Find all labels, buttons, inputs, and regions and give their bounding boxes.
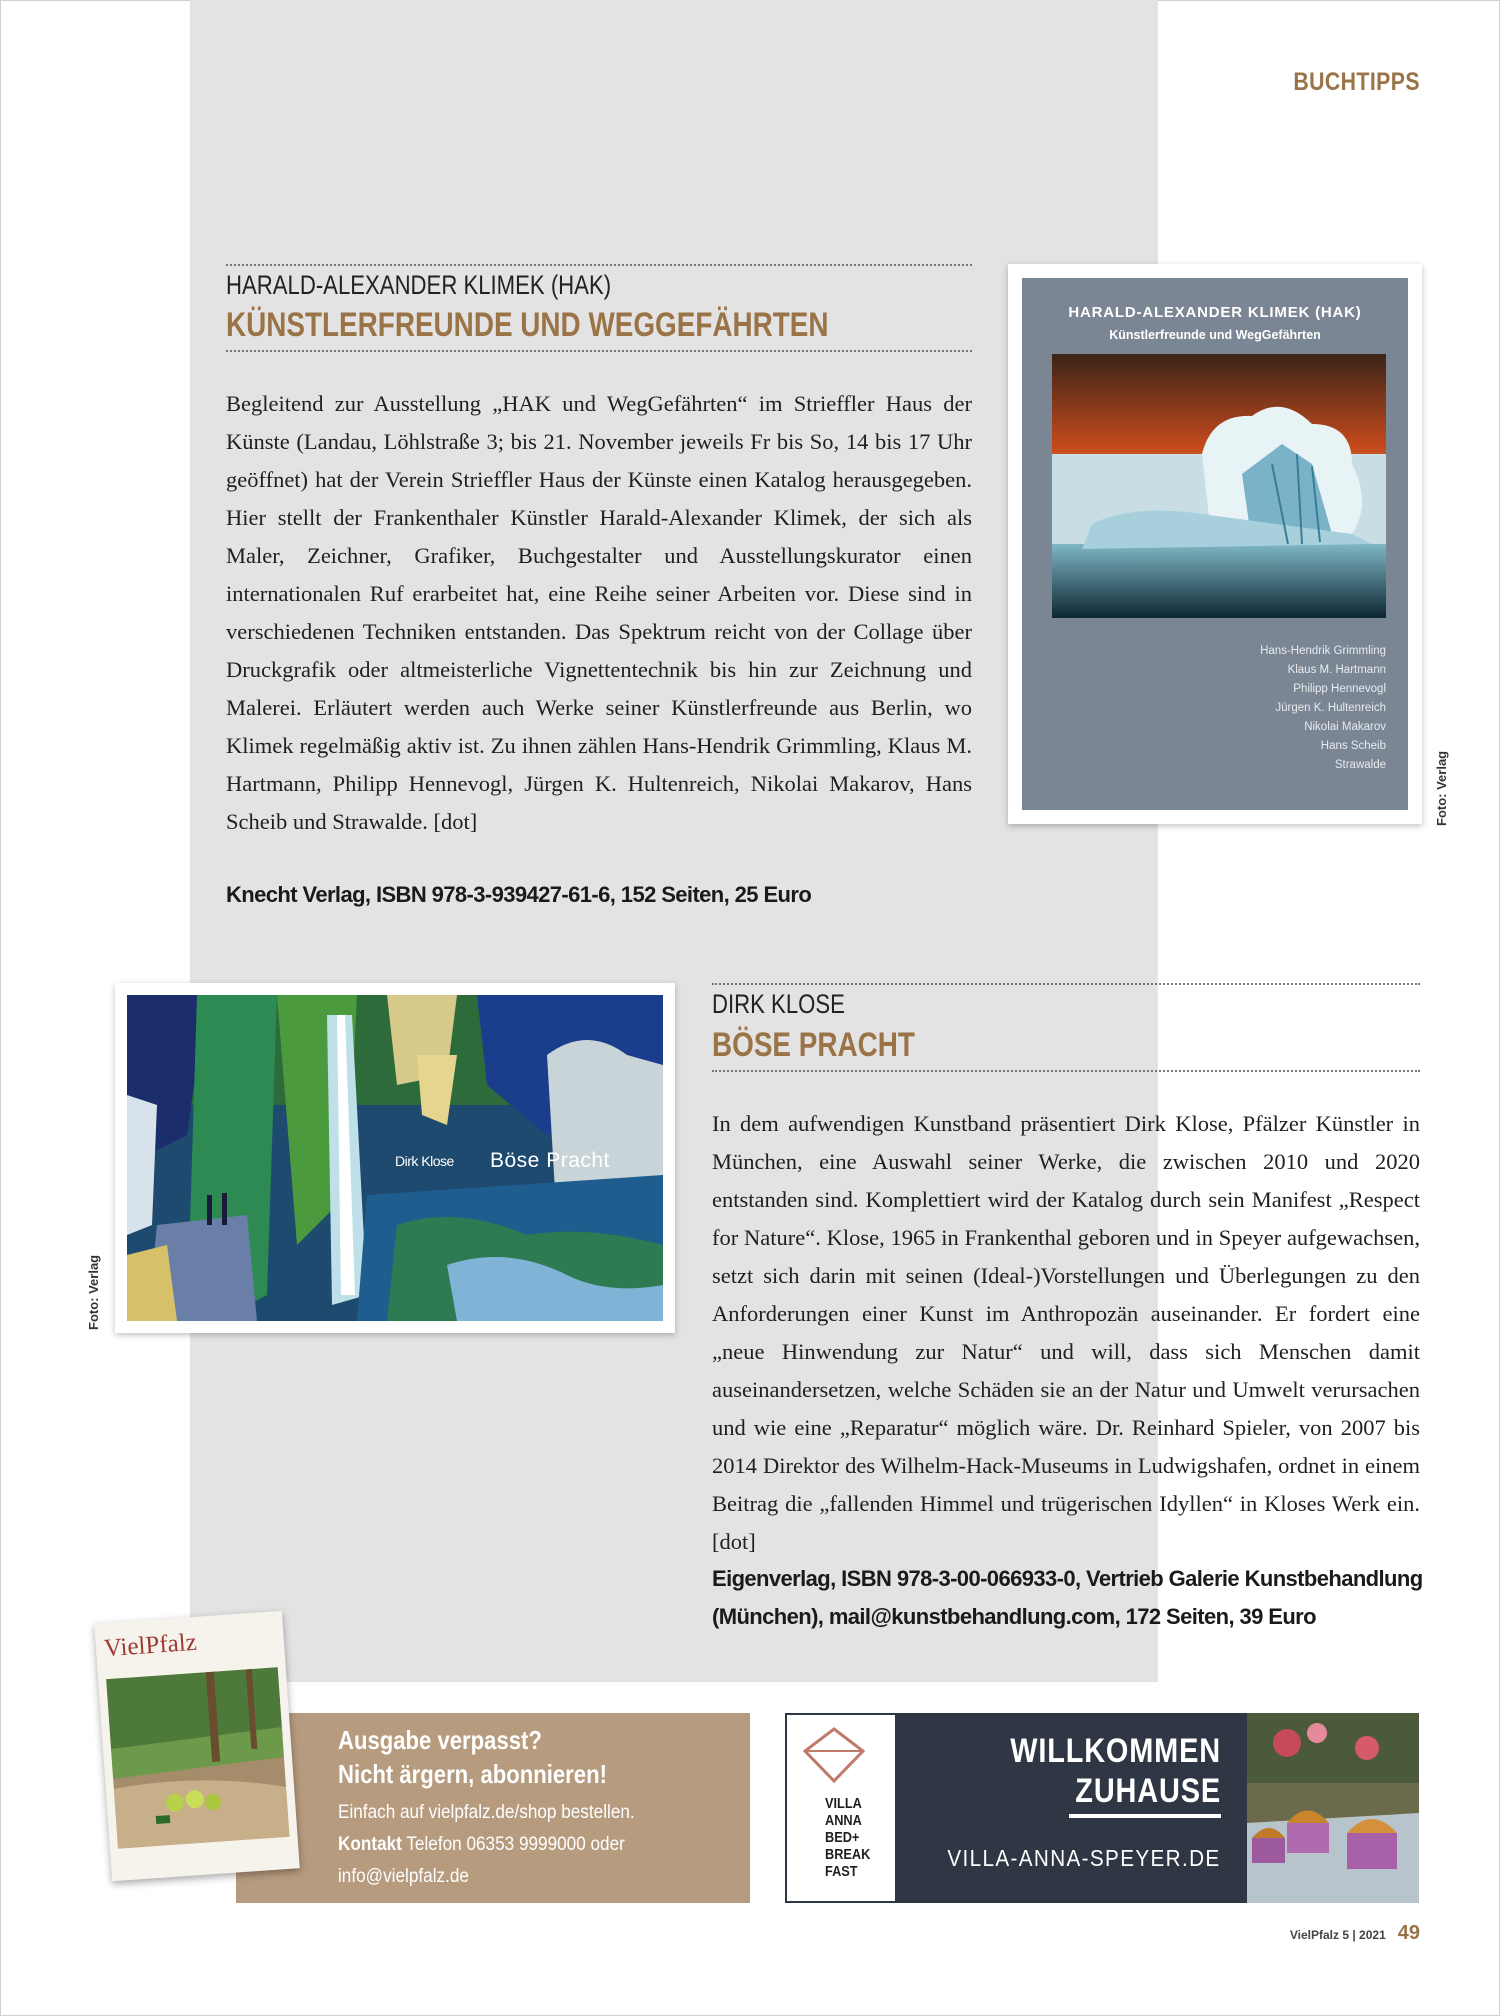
article1-author: HARALD-ALEXANDER KLIMEK (HAK): [226, 270, 612, 300]
cover2-title: Böse Pracht: [490, 1149, 610, 1172]
villa-anna-logo-text: VILLA ANNA BED+ BREAK FAST: [825, 1795, 871, 1880]
photo-credit-1: Foto: Verlag: [1434, 750, 1449, 826]
article2-author: DIRK KLOSE: [712, 989, 845, 1019]
book-cover-klimek: [1008, 264, 1422, 824]
iceberg-painting: [1052, 354, 1386, 618]
book-cover-klose: [115, 983, 675, 1333]
article1-bibliography: Knecht Verlag, ISBN 978-3-939427-61-6, 152 Seiten, 25 Euro: [226, 882, 812, 907]
cover2-author: Dirk Klose: [395, 1153, 454, 1169]
subscribe-email-link[interactable]: info@vielpfalz.de: [338, 1865, 469, 1887]
magazine-logo: VielPfalz: [103, 1628, 198, 1663]
article2-bibliography: Eigenverlag, ISBN 978-3-00-066933-0, Vertrieb Galerie Kunstbehandlung (München), mail@kunstbehandlung.com, 172 Seiten, 39 Euro: [712, 1566, 1423, 1629]
divider-top-2: [712, 983, 1420, 985]
divider-bottom-1: [226, 350, 972, 352]
subscribe-body: Einfach auf vielpfalz.de/shop bestellen. Kontakt Telefon 06353 9999000 oder info@vielpfalz.de: [338, 1796, 635, 1892]
article2-title: BÖSE PRACHT: [712, 1026, 915, 1064]
villa-anna-headline: WILLKOMMEN ZUHAUSE: [1010, 1732, 1221, 1810]
villa-anna-ad[interactable]: [785, 1713, 1419, 1903]
cover-artist-list: Hans-Hendrik Grimmling Klaus M. Hartmann Philipp Hennevogl Jürgen K. Hultenreich Nikolai Makarov Hans Scheib Strawalde: [1260, 645, 1386, 771]
article1-body: Begleitend zur Ausstellung „HAK und WegGefährten“ im Strieffler Haus der Künste (Landau, Löhlstraße 3; bis 21. November jeweils Fr bis So, 14 bis 17 Uhr geöffnet) hat der Verein Strieffler Haus der Künste einen Katalog herausgegeben. Hier stellt der Frankenthaler Künstler Harald-Alexander Klimek, der sich als Maler, Zeichner, Grafiker, Buchgestalter und Ausstellungskurator einen internationalen Ruf erarbeitet hat, eine Reihe seiner Arbeiten vor. Diese sind in verschiedenen Techniken entstanden. Das Spektrum reicht von der Collage über Druckgrafik oder altmeisterliche Vignettentechnik bis hin zur Zeichnung und Malerei. Erläutert werden auch Werke seiner Künstlerfreunde aus Berlin, wo Klimek regelmäßig aktiv ist. Zu ihnen zählen Hans-Hendrik Grimmling, Klaus M. Hartmann, Philipp Hennevogl, Jürgen K. Hultenreich, Nikolai Makarov, Hans Scheib und Strawalde. [dot]: [226, 391, 972, 834]
subscribe-headline: Ausgabe verpasst? Nicht ärgern, abonnieren!: [338, 1725, 607, 1789]
muffins-photo: [1247, 1713, 1419, 1903]
subscribe-ad[interactable]: [236, 1713, 750, 1903]
subscribe-shop-link[interactable]: Einfach auf vielpfalz.de/shop bestellen.: [338, 1801, 635, 1823]
page-footer: [1290, 1922, 1420, 1945]
divider-top-1: [226, 264, 972, 266]
headline-underline: [1069, 1814, 1221, 1818]
footer-issue: VielPfalz 5 | 2021: [1289, 1928, 1386, 1942]
section-label: BUCHTIPPS: [1293, 68, 1420, 96]
book-cover-klimek-face: [1022, 278, 1408, 810]
villa-anna-url[interactable]: VILLA-ANNA-SPEYER.DE: [947, 1845, 1221, 1871]
article2-body: In dem aufwendigen Kunstband präsentiert Dirk Klose, Pfälzer Künstler in München, eine Auswahl seiner Werke, die zwischen 2010 und 2020 entstanden sind. Komplettiert wird der Katalog durch sein Manifest „Respect for Nature“. Klose, 1965 in Frankenthal geboren und in Speyer aufgewachsen, setzt sich darin mit seinen (Ideal-)Vorstellungen und Überlegungen zu den Anforderungen einer Kunst im Anthropozän auseinander. Er fordert eine „neue Hinwendung zur Natur“ und will, dass sich Menschen damit auseinandersetzen, welche Schäden sie an der Natur und Umwelt verursachen und wie eine „Reparatur“ möglich wäre. Dr. Reinhard Spieler, von 2007 bis 2014 Direktor des Wilhelm-Hack-Museums in Ludwigshafen, ordnet in einem Beitrag die „fallenden Himmel und trügerischen Idyllen“ in Kloses Werk ein. [dot]: [712, 1111, 1420, 1554]
magazine-thumbnail: [94, 1611, 300, 1881]
page-number: 49: [1397, 1922, 1420, 1944]
article1-title: KÜNSTLERFREUNDE UND WEGGEFÄHRTEN: [226, 306, 829, 344]
photo-credit-2: Foto: Verlag: [86, 1254, 101, 1330]
cover-subtitle: Künstlerfreunde und WegGefährten: [1109, 328, 1321, 342]
divider-bottom-2: [712, 1070, 1420, 1072]
cover-author: HARALD-ALEXANDER KLIMEK (HAK): [1068, 304, 1362, 321]
diamond-logo-icon: [799, 1725, 869, 1785]
magazine-cover-photo: [106, 1667, 289, 1849]
villa-anna-logo: [787, 1715, 895, 1901]
